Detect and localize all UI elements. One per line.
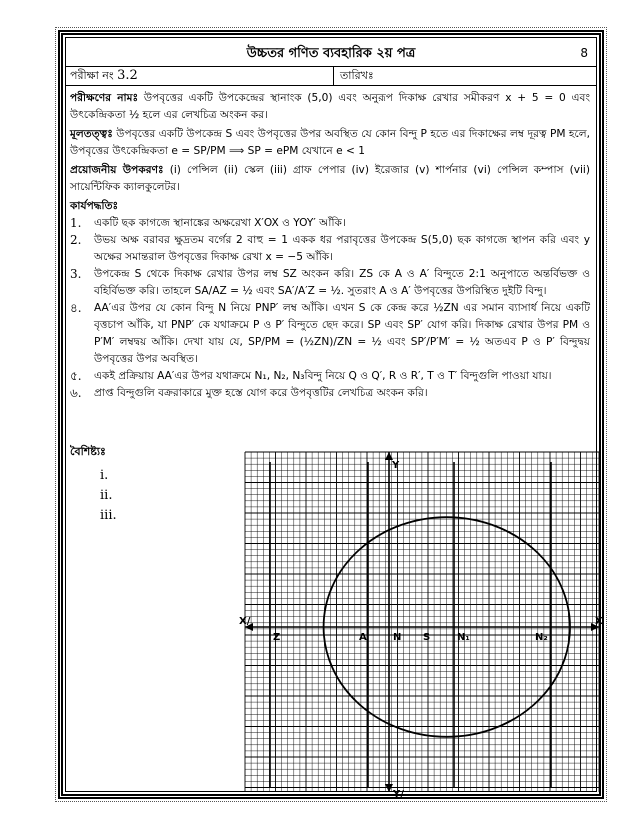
- exam-number-label: পরীক্ষা নং: [70, 69, 114, 82]
- step-number: 2.: [70, 233, 82, 247]
- step-number: ৫.: [70, 369, 82, 383]
- step-number: ৪.: [70, 301, 82, 315]
- experiment-text: উপবৃত্তের একটি উপকেন্দ্রের স্থানাংক (5,0) এবং অনুরূপ দিকাক্ষ রেখার সমীকরণ x + 5 = 0 এবং উৎকেন্দ্রিকতা ½ হলে এর লেখচিত্র অংকন কর।: [70, 92, 591, 121]
- label-x: X: [595, 616, 603, 627]
- label-s: S: [423, 632, 431, 643]
- features-label: বৈশিষ্ট্যঃ: [70, 445, 106, 458]
- step-text: AA′এর উপর যে কোন বিন্দু N নিয়ে PNP′ লম্ব আঁকি। এখন S কে কেন্দ্র করে ½ZN এর সমান ব্যাসার্ধ নিয়ে একটি বৃত্তচাপ আঁকি, যা PNP′ কে যথাক্রমে P ও P′ বিন্দুতে ছেদ করে। SP এবং SP′ যোগ করি। দিকাক্ষ রেখার উপর PM ও P′M′ লম্বদ্বয় আঁকি। দেখা যায় যে, SP/PM = (½ZN)/ZN = ½ এবং SP′/P′M′ = ½ অতএব P ও P′ বিন্দুদ্বয় উপবৃত্তের উপর অবস্থিত।: [94, 302, 590, 365]
- graph-grid: [245, 452, 599, 792]
- page-number: 8: [580, 46, 588, 60]
- page-title: উচ্চতর গণিত ব্যবহারিক ২য় পত্র: [246, 46, 416, 61]
- label-n: N: [393, 632, 402, 643]
- materials-section: [70, 162, 590, 196]
- experiment-label: পরীক্ষণের নামঃ: [70, 92, 139, 104]
- step-item: [70, 368, 590, 385]
- step-item: [70, 215, 590, 232]
- theory-section: [70, 126, 590, 160]
- step-text: উপকেন্দ্র S থেকে দিকাক্ষ রেখার উপর লম্ব SZ অংকন করি। ZS কে A ও A′ বিন্দুতে 2:1 অনুপাতে অন্তর্বিভক্ত ও বহির্বিভক্ত করি। তাহলে SA/AZ = ½ এবং SA′/A′Z = ½. সুতরাং A ও A′ উপবৃত্তের উপরিস্থিত দুইটি বিন্দু।: [94, 268, 590, 297]
- theory-label: মূলতত্ত্বঃ: [70, 128, 113, 140]
- label-a: A: [359, 632, 367, 643]
- y-arrow-icon: [385, 452, 393, 460]
- label-y: Y: [392, 460, 400, 471]
- step-text: একই প্রক্রিয়ায় AA′এর উপর যথাক্রমে N₁, N₂, N₃বিন্দু নিয়ে Q ও Q′, R ও R′, T ও T′ বিন্দুগুলি পাওয়া যায়।: [94, 370, 552, 382]
- page-frame-inner: [65, 37, 603, 800]
- step-text: উভয় অক্ষ বরাবর ক্ষুদ্রতম বর্গের 2 বাহু = 1 একক ধর পরাবৃত্তের উপকেন্দ্র S(5,0) ছক কাগজে স্থাপন করি এবং y অক্ষের সমান্তরাল উপবৃত্তের দিকাক্ষ রেখা x = −5 আঁকি।: [94, 234, 590, 263]
- date-label: তারিখঃ: [340, 69, 374, 82]
- label-n1: N₁: [457, 632, 470, 643]
- features-list: [100, 466, 117, 526]
- page-frame: [58, 30, 604, 799]
- label-y-prime: Y/: [393, 789, 404, 800]
- feature-item: i.: [100, 468, 109, 483]
- label-x-prime: X/: [239, 616, 251, 627]
- step-item: [70, 385, 590, 402]
- ellipse-graph: [237, 442, 607, 802]
- meta-row: [66, 66, 596, 86]
- feature-item: ii.: [100, 488, 113, 503]
- theory-text: উপবৃত্তের একটি উপকেন্দ্র S এবং উপবৃত্তের উপর অবস্থিত যে কোন বিন্দু P হতে এর দিকাক্ষের লম্ব দূরত্ব PM হলে, উপবৃত্তের উৎকেন্দ্রিকতা e = SP/PM ⟹ SP = ePM যেখানে e < 1: [70, 128, 590, 157]
- label-n2: N₂: [535, 632, 548, 643]
- step-item: [70, 266, 590, 300]
- label-z: Z: [273, 632, 281, 643]
- content-body: [70, 90, 590, 402]
- procedure-label: কার্যপদ্ধতিঃ: [70, 200, 119, 212]
- step-number: 1.: [70, 216, 82, 230]
- step-number: 3.: [70, 267, 82, 281]
- step-text: একটি ছক কাগজে স্থানাঙ্কের অক্ষরেখা X′OX ও YOY′ আঁকি।: [94, 217, 346, 229]
- step-item: [70, 300, 590, 368]
- step-item: [70, 232, 590, 266]
- materials-label: প্রয়োজনীয় উপকরণঃ: [70, 164, 164, 176]
- step-number: ৬.: [70, 386, 82, 400]
- materials-text: (i) পেন্সিল (ii) স্কেল (iii) গ্রাফ পেপার (iv) ইরেজার (v) শার্পনার (vi) পেন্সিল কম্পাস (vii) সায়েন্টিফিক ক্যালকুলেটর।: [70, 164, 590, 193]
- date-cell: [334, 67, 596, 85]
- exam-number-value: 3.2: [117, 68, 138, 83]
- y-prime-arrow-icon: [385, 784, 393, 792]
- exam-number-cell: [66, 67, 334, 85]
- feature-item: iii.: [100, 508, 117, 523]
- experiment-section: [70, 90, 590, 124]
- step-text: প্রাপ্ত বিন্দুগুলি বক্ররাকারে মুক্ত হস্তে যোগ করে উপবৃত্তটির লেখচিত্র অংকন করি।: [94, 387, 428, 399]
